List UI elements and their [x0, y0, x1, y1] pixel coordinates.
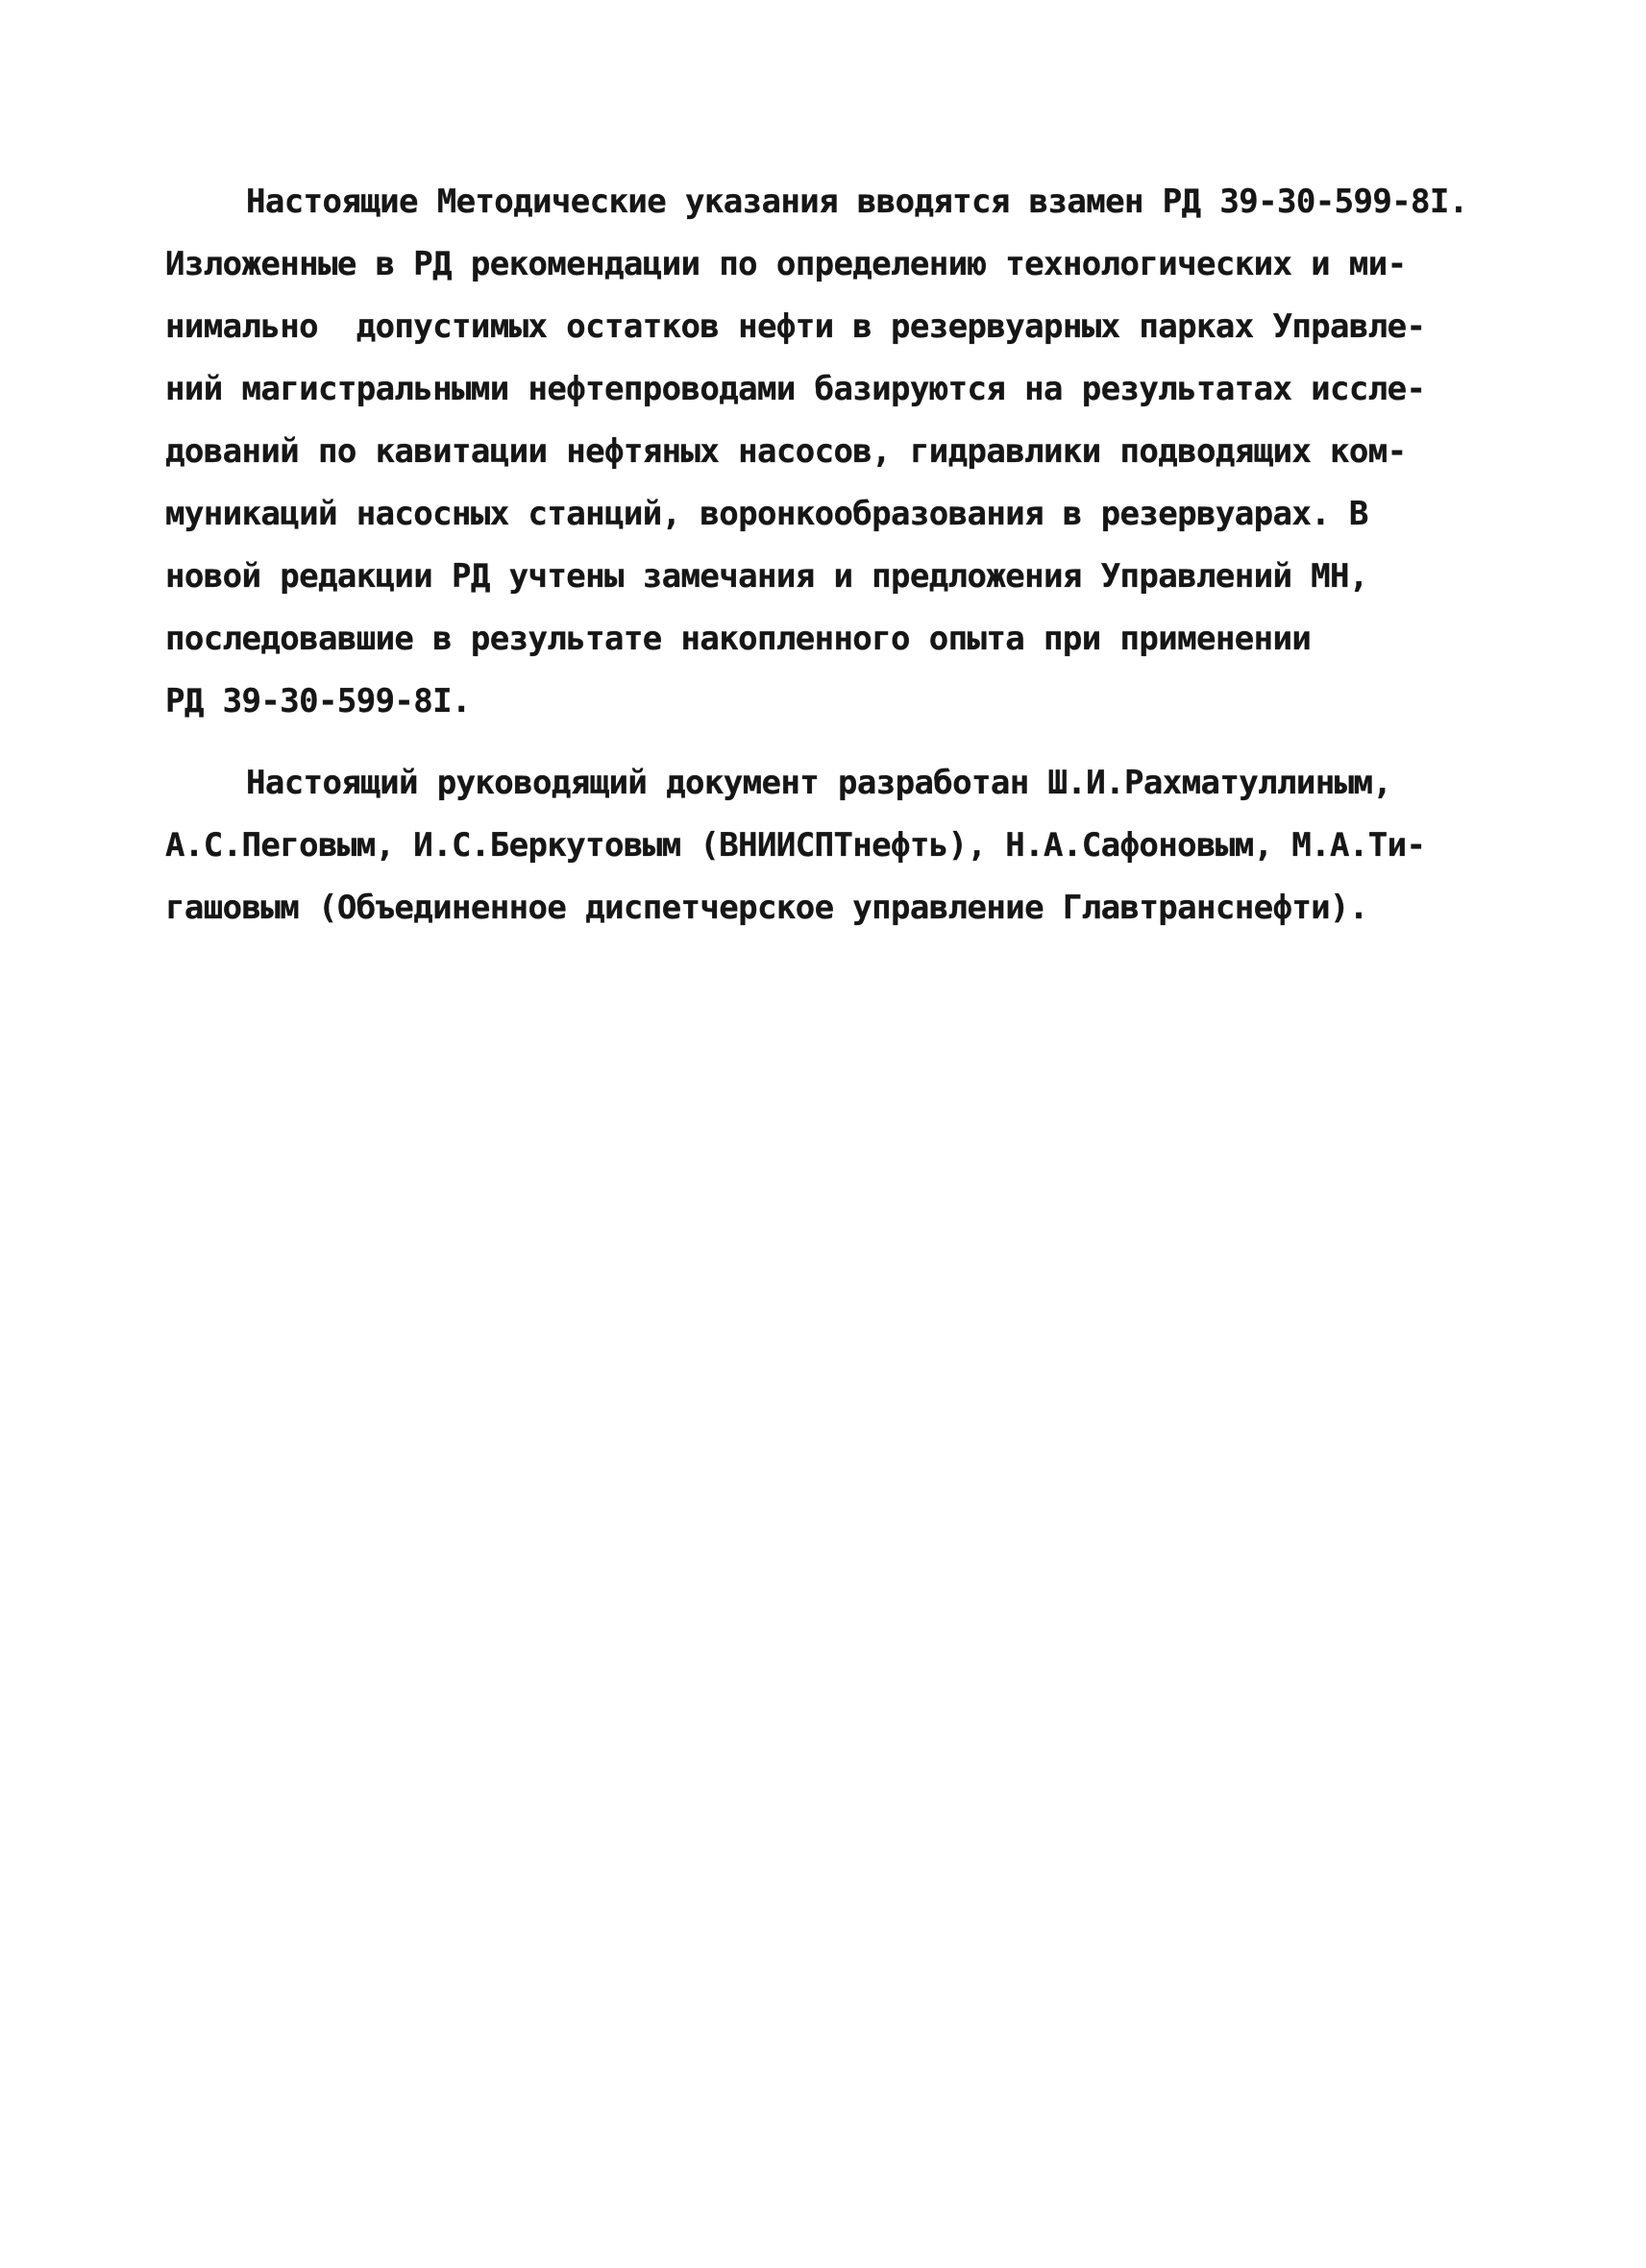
paragraph-2-line-2: А.С.Пеговым, И.С.Беркутовым (ВНИИСПТнефть), Н.А.Сафоновым, М.А.Ти-	[165, 826, 1426, 865]
paragraph-1-line-4: ний магистральными нефтепроводами базируются на результатах иссле-	[165, 370, 1426, 408]
paragraph-1-line-2: Изложенные в РД рекомендации по определению технологических и ми-	[165, 245, 1407, 283]
paragraph-1	[165, 171, 1491, 733]
document-body	[165, 171, 1491, 939]
paragraph-1-line-7: новой редакции РД учтены замечания и предложения Управлений МН,	[165, 557, 1368, 596]
paragraph-1-line-8: последовавшие в результате накопленного опыта при применении	[165, 620, 1312, 658]
paragraph-1-line-5: дований по кавитации нефтяных насосов, гидравлики подводящих ком-	[165, 432, 1407, 471]
paragraph-1-line-1: Настоящие Методические указания вводятся взамен РД 39-30-599-8I.	[246, 183, 1468, 221]
paragraph-2-line-3: гашовым (Объединенное диспетчерское управление Главтранснефти).	[165, 889, 1368, 927]
paragraph-1-line-3: нимально допустимых остатков нефти в резервуарных парках Управле-	[165, 307, 1426, 346]
paragraph-1-line-9: РД 39-30-599-8I.	[165, 682, 471, 720]
paragraph-spacer	[165, 733, 1491, 752]
paragraph-2-line-1: Настоящий руководящий документ разработан Ш.И.Рахматуллиным,	[246, 764, 1392, 802]
paragraph-2	[165, 752, 1491, 939]
paragraph-1-line-6: муникаций насосных станций, воронкообразования в резервуарах. В	[165, 495, 1368, 533]
